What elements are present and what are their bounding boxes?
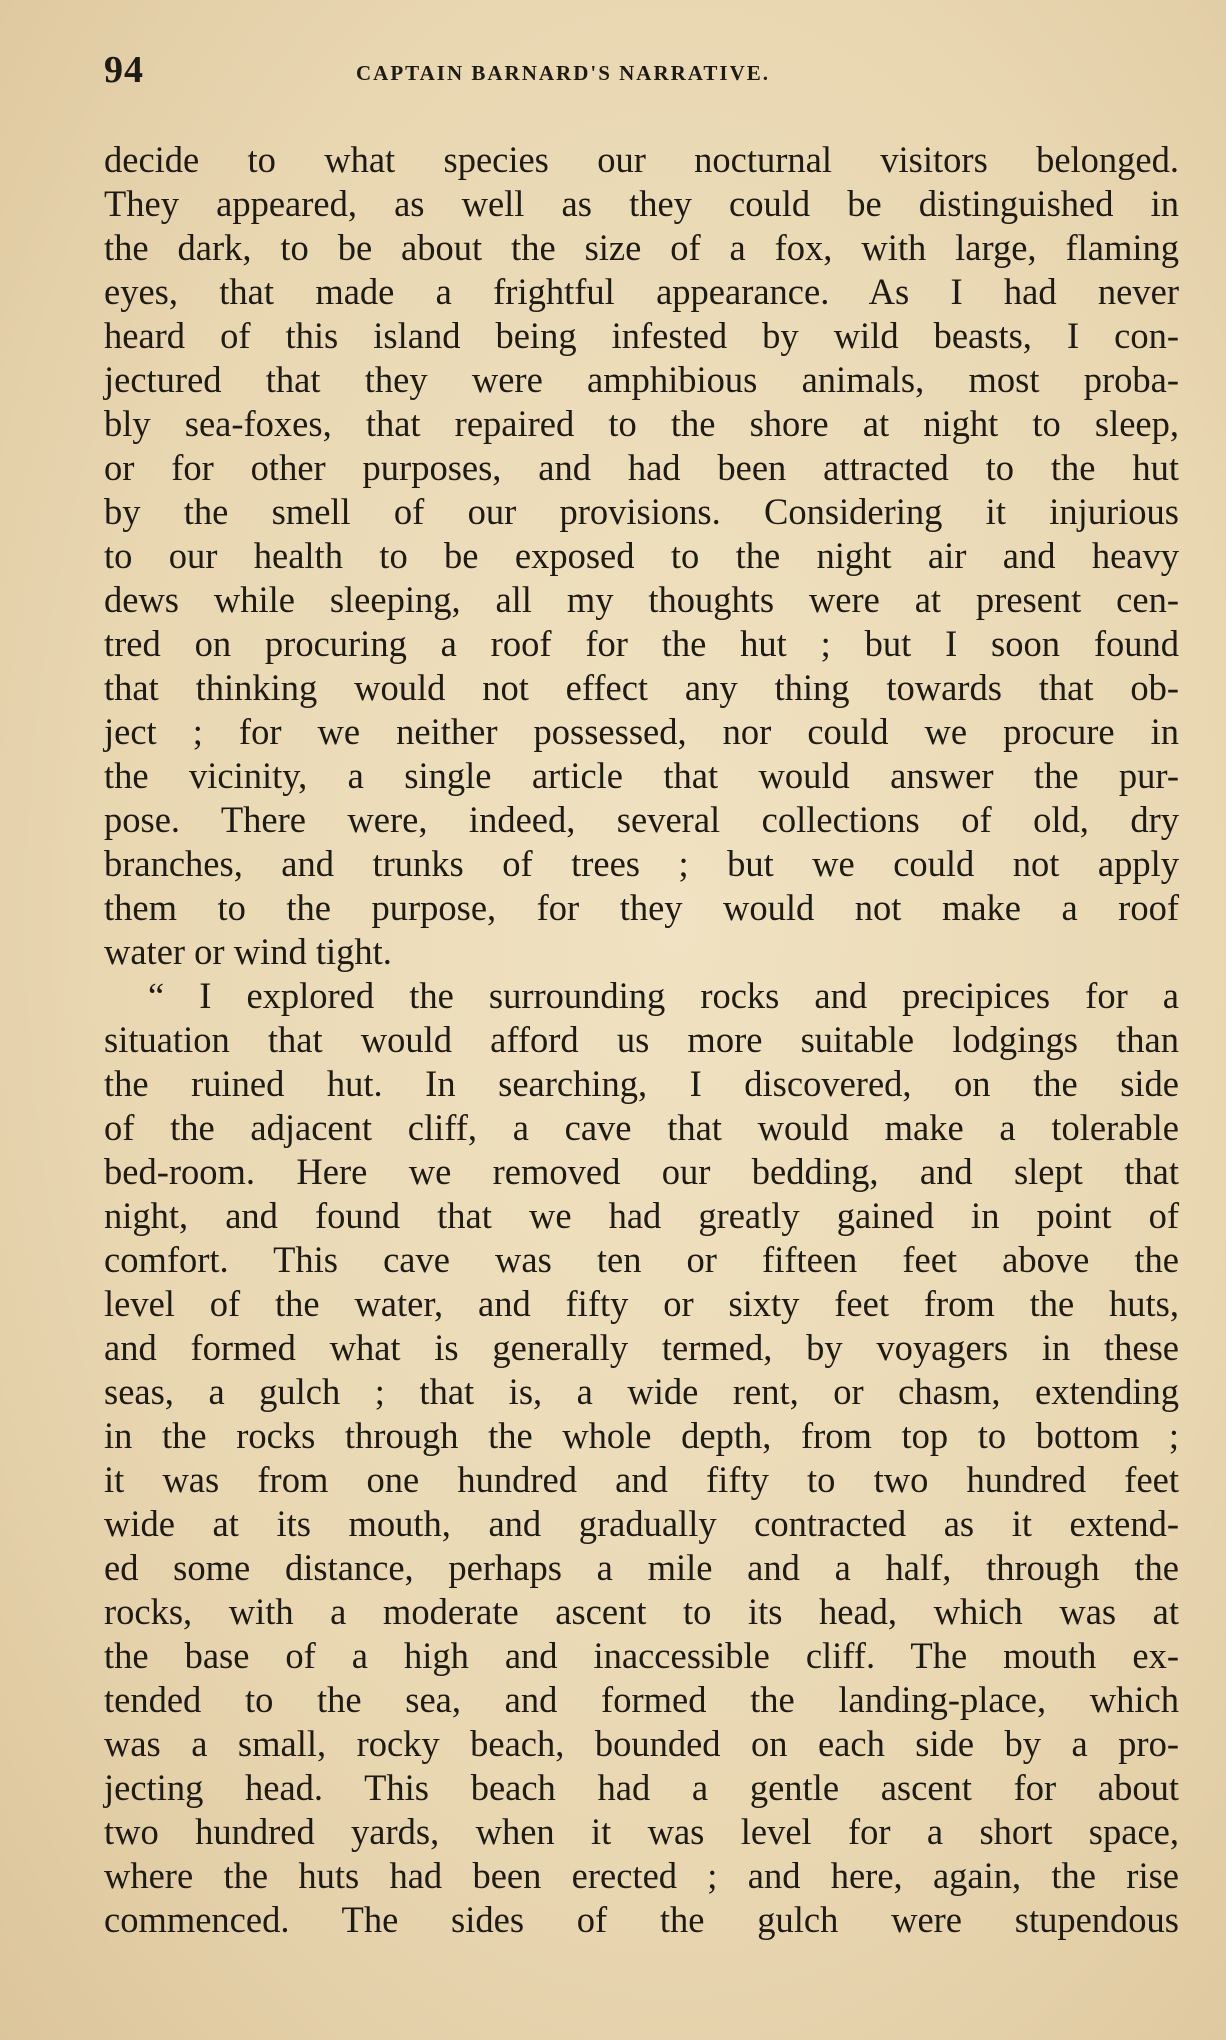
text-line: it was from one hundred and fifty to two hundred feet <box>104 1459 1179 1500</box>
text-line: jectured that they were amphibious animals, most proba- <box>104 359 1179 400</box>
text-line: to our health to be exposed to the night air and heavy <box>104 535 1179 576</box>
text-line: the dark, to be about the size of a fox, with large, flaming <box>104 227 1179 268</box>
text-line: level of the water, and fifty or sixty feet from the huts, <box>104 1283 1179 1324</box>
text-line: two hundred yards, when it was level for a short space, <box>104 1811 1179 1852</box>
running-head: CAPTAIN BARNARD'S NARRATIVE. <box>356 61 770 85</box>
text-line: of the adjacent cliff, a cave that would make a tolerable <box>104 1107 1179 1148</box>
text-line: heard of this island being infested by wild beasts, I con- <box>104 315 1179 356</box>
text-line: bly sea-foxes, that repaired to the shore at night to sleep, <box>104 403 1179 444</box>
text-line: in the rocks through the whole depth, from top to bottom ; <box>104 1415 1179 1456</box>
text-line: comfort. This cave was ten or fifteen feet above the <box>104 1239 1179 1280</box>
text-line: ject ; for we neither possessed, nor could we procure in <box>104 711 1179 752</box>
text-line: ed some distance, perhaps a mile and a half, through the <box>104 1547 1179 1588</box>
page-number: 94 <box>104 49 144 91</box>
text-line: dews while sleeping, all my thoughts were at present cen- <box>104 579 1179 620</box>
text-line: the vicinity, a single article that would answer the pur- <box>104 755 1179 796</box>
text-line: tred on procuring a roof for the hut ; but I soon found <box>104 623 1179 664</box>
text-line: the ruined hut. In searching, I discovered, on the side <box>104 1063 1179 1104</box>
text-line: tended to the sea, and formed the landing-place, which <box>104 1679 1179 1720</box>
paragraph-start-line: “ I explored the surrounding rocks and precipices for a <box>148 975 1179 1016</box>
text-line: or for other purposes, and had been attracted to the hut <box>104 447 1179 488</box>
text-line: eyes, that made a frightful appearance. As I had never <box>104 271 1179 312</box>
text-line: night, and found that we had greatly gained in point of <box>104 1195 1179 1236</box>
text-line: by the smell of our provisions. Considering it injurious <box>104 491 1179 532</box>
text-line: commenced. The sides of the gulch were stupendous <box>104 1899 1179 1940</box>
text-line: rocks, with a moderate ascent to its head, which was at <box>104 1591 1179 1632</box>
text-line: was a small, rocky beach, bounded on each side by a pro- <box>104 1723 1179 1764</box>
text-line: They appeared, as well as they could be distinguished in <box>104 183 1179 224</box>
text-line: and formed what is generally termed, by voyagers in these <box>104 1327 1179 1368</box>
text-line: seas, a gulch ; that is, a wide rent, or chasm, extending <box>104 1371 1179 1412</box>
page-header <box>104 50 1184 90</box>
text-line: decide to what species our nocturnal visitors belonged. <box>104 139 1179 180</box>
text-line: bed-room. Here we removed our bedding, and slept that <box>104 1151 1179 1192</box>
text-line: the base of a high and inaccessible cliff. The mouth ex- <box>104 1635 1179 1676</box>
body-text <box>104 138 1179 1942</box>
text-line: jecting head. This beach had a gentle ascent for about <box>104 1767 1179 1808</box>
text-line: wide at its mouth, and gradually contracted as it extend- <box>104 1503 1179 1544</box>
text-line: where the huts had been erected ; and here, again, the rise <box>104 1855 1179 1896</box>
paragraph-end-line: water or wind tight. <box>104 931 392 972</box>
text-line: pose. There were, indeed, several collections of old, dry <box>104 799 1179 840</box>
text-line: that thinking would not effect any thing towards that ob- <box>104 667 1179 708</box>
text-line: them to the purpose, for they would not make a roof <box>104 887 1179 928</box>
text-line: situation that would afford us more suitable lodgings than <box>104 1019 1179 1060</box>
text-line: branches, and trunks of trees ; but we could not apply <box>104 843 1179 884</box>
